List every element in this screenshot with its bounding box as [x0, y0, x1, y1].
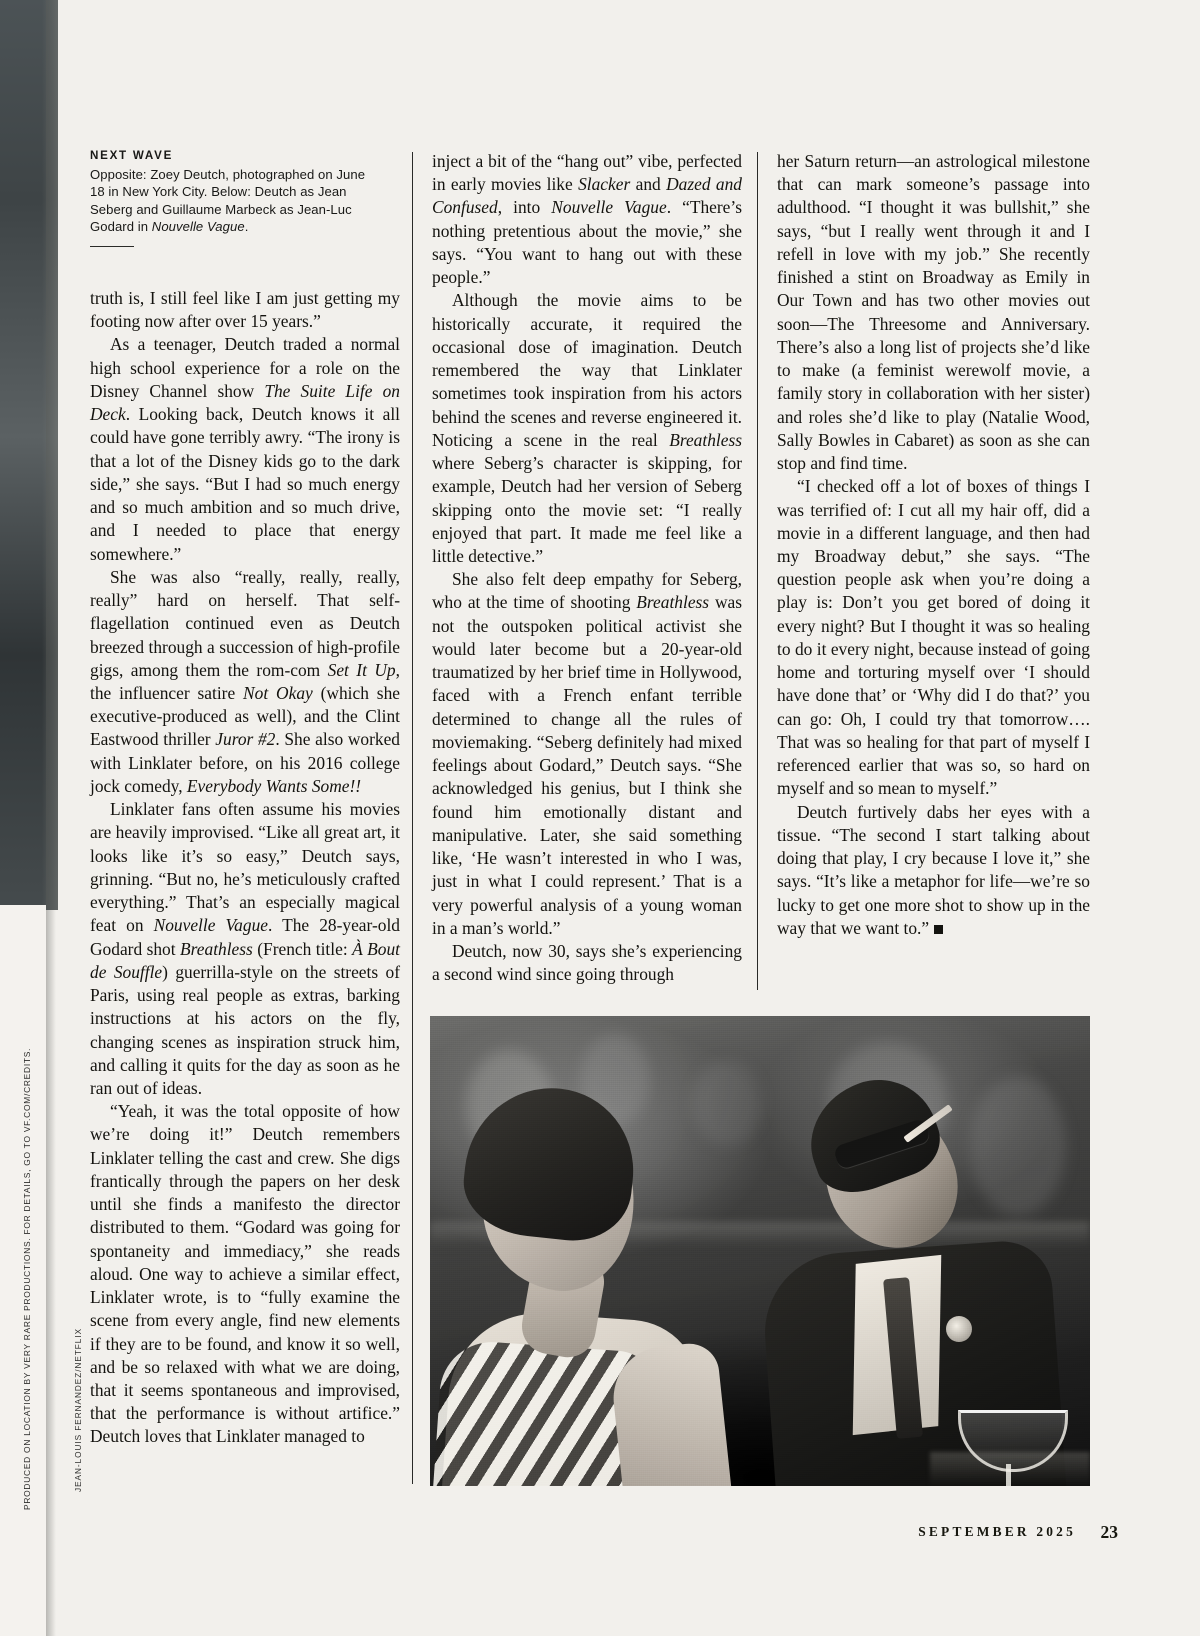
- paragraph: As a teenager, Deutch traded a normal high school experience for a role on the Disney Channel show The Suite Life on Deck. Looking back, Deutch knows it all could have gone terribly awry. “The irony is that a lot of the Disney kids go to the dark side,” she says. “But I had so much energy and so much ambition and so much drive, and I needed to place that energy somewhere.”: [90, 334, 400, 564]
- paragraph: inject a bit of the “hang out” vibe, perfected in early movies like Slacker and Dazed and Confused, into Nouvelle Vague. “There’s nothing pretentious about the movie,” she says. “You want to hang out with these people.”: [432, 151, 742, 288]
- article-photograph: [430, 1016, 1090, 1486]
- paragraph: She also felt deep empathy for Seberg, who at the time of shooting Breathless was not the outspoken political activist she would later become but a 20-year-old traumatized by her brief time in Hollywood, faced with a French enfant terrible determined to change all the rules of moviemaking. “Seberg definitely had mixed feelings about Godard,” Deutch says. “She acknowledged his genius, but I think she found him emotionally distant and manipulative. Later, she said something like, ‘He wasn’t interested in who I was, just in what I could represent.’ That is a very powerful analysis of a young woman in a man’s world.”: [432, 569, 742, 938]
- paragraph: “I checked off a lot of boxes of things I was terrified of: I cut all my hair off, did a movie in a different language, and then had my Broadway debut,” she says. “The question people ask when you’re doing a play is: Don’t you get bored of doing it every night? But I thought it was so healing to do it every night, because instead of going home and torturing myself over ‘I should have done that’ or ‘Why did I do that?’ you can go: Oh, I could try that tomorrow…. That was so healing for that part of myself I referenced earlier that was so, so hard on myself and so mean to myself.”: [777, 476, 1090, 799]
- end-mark: [934, 925, 943, 934]
- body-column-3: [777, 150, 1090, 940]
- body-column-1: [90, 287, 400, 1449]
- page-footer: [0, 1524, 1200, 1554]
- caption-text: Opposite: Zoey Deutch, photographed on June 18 in New York City. Below: Deutch as Jean Seberg and Guillaume Marbeck as Jean-Luc Godard in Nouvelle Vague.: [90, 167, 366, 235]
- paragraph: truth is, I still feel like I am just getting my footing now after over 15 years.”: [90, 288, 400, 332]
- paragraph: She was also “really, really, really, really” hard on herself. That self-flagellation continued even as Deutch breezed through a succession of high-profile gigs, among them the rom-com Set It Up, the influencer satire Not Okay (which she executive-produced as well), and the Clint Eastwood thriller Juror #2. She also worked with Linklater before, on his 2016 college jock comedy, Everybody Wants Some!!: [90, 566, 400, 796]
- body-column-2: [432, 150, 742, 986]
- caption-divider: [90, 246, 134, 247]
- paragraph: “Yeah, it was the total opposite of how we’re doing it!” Deutch remembers Linklater telling the cast and crew. She digs frantically through the papers on her desk until she finds a manifesto the director distributed to them. “Godard was going for spontaneity and immediacy,” she reads aloud. One way to achieve a similar effect, Linklater wrote, is to “fully examine the scene from every angle, find new elements if they are to be found, and know it so well, and be so relaxed with what we are doing, that it seems spontaneous and improvised, that the performance is without artifice.” Deutch loves that Linklater managed to: [90, 1101, 400, 1447]
- caption-block: [90, 149, 382, 247]
- paragraph: Although the movie aims to be historically accurate, it required the occasional dose of imagination. Deutch remembered the way that Linklater sometimes took inspiration from his actors behind the scenes and reverse engineered it. Noticing a scene in the real Breathless where Seberg’s character is skipping, for example, Deutch had her version of Seberg skipping onto the movie set: “I really enjoyed that part. It made me feel like a little detective.”: [432, 290, 742, 566]
- paragraph: her Saturn return—an astrological milestone that can mark someone’s passage into adulthood. “I thought it was bullshit,” she says, “but I really went through it and I refell in love with my job.” She recently finished a stint on Broadway as Emily in Our Town and has two other movies out soon—The Threesome and Anniversary. There’s also a long list of projects she’d like to make (a feminist werewolf movie, a family story in collaboration with her sister) and roles she’d like to play (Natalie Wood, Sally Bowles in Cabaret) as soon as she can stop and find time.: [777, 151, 1090, 474]
- paragraph-text: Deutch furtively dabs her eyes with a tissue. “The second I start talking about doing that play, I cry because I love it,” she says. “It’s like a metaphor for life—we’re so lucky to get one more shot to show up in the way that we want to.”: [777, 801, 1090, 938]
- production-credit: PRODUCED ON LOCATION BY VERY RARE PRODUCTIONS. FOR DETAILS, GO TO VF.COM/CREDITS.: [22, 1047, 32, 1510]
- page-number: 23: [1100, 1522, 1118, 1542]
- caption-kicker: NEXT WAVE: [90, 149, 174, 162]
- column-rule-1: [412, 152, 413, 1484]
- paragraph: Linklater fans often assume his movies are heavily improvised. “Like all great art, it looks like it’s so easy,” Deutch says, grinning. “But no, he’s meticulously crafted everything.” That’s an especially magical feat on Nouvelle Vague. The 28-year-old Godard shot Breathless (French title: À Bout de Souffle) guerrilla-style on the streets of Paris, using real people as extras, barking instructions at his actors on the fly, changing scenes as inspiration struck him, and calling it quits for the day as soon as he ran out of ideas.: [90, 799, 401, 1098]
- column-rule-2: [757, 152, 758, 990]
- photo-grain-overlay: [430, 1016, 1090, 1486]
- page-gutter-shadow: [46, 0, 56, 1636]
- paragraph: Deutch, now 30, says she’s experiencing a second wind since going through: [432, 940, 742, 985]
- issue-date: SEPTEMBER 2025: [918, 1524, 1076, 1539]
- photographer-credit: JEAN-LOUIS FERNANDEZ/NETFLIX: [74, 1327, 83, 1492]
- paragraph: [777, 801, 1090, 940]
